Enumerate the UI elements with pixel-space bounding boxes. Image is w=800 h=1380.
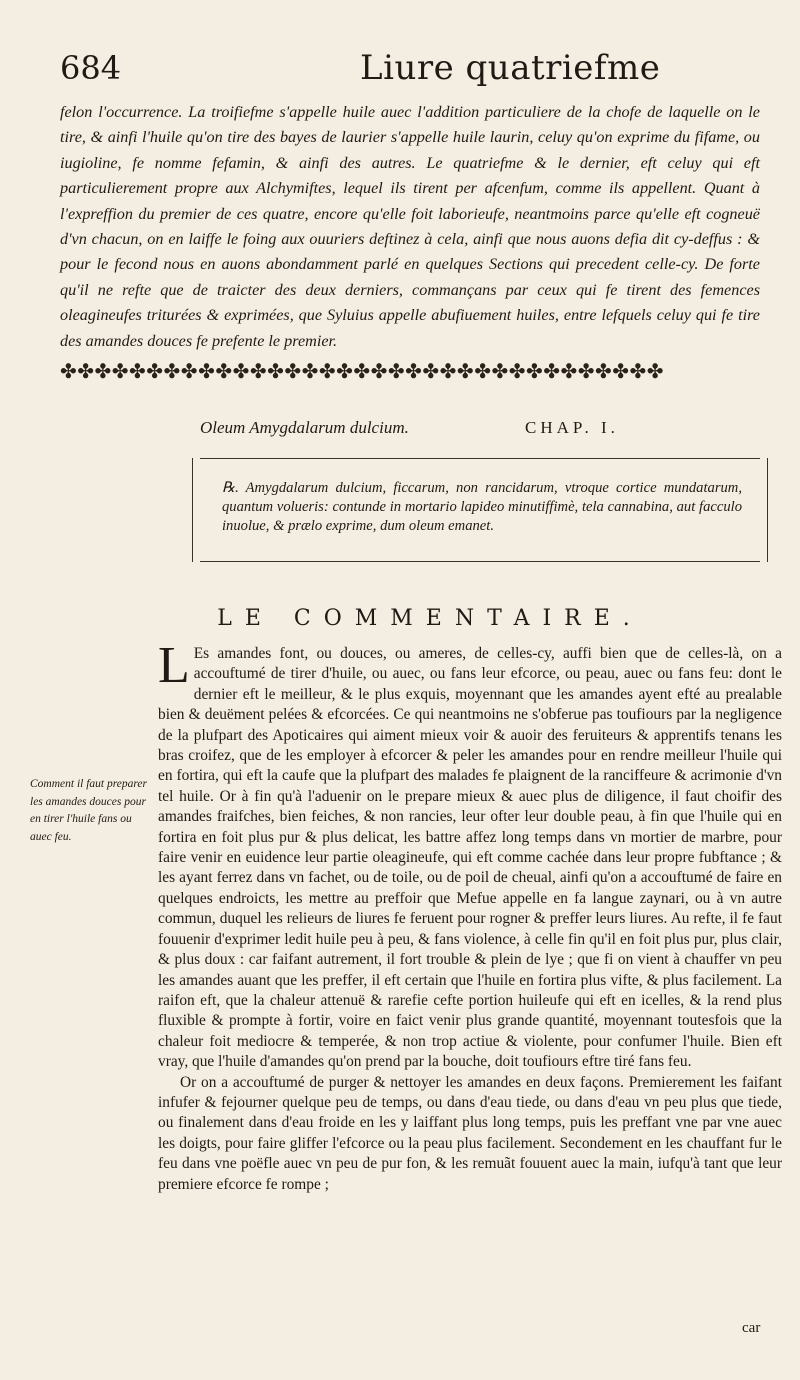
commentary-body <box>158 637 782 1195</box>
ornament-band: ✤✤✤✤✤✤✤✤✤✤✤✤✤✤✤✤✤✤✤✤✤✤✤✤✤✤✤✤✤✤✤✤✤✤✤ <box>60 360 665 382</box>
intro-paragraph <box>60 100 760 354</box>
page-header <box>30 48 790 92</box>
intro-text: felon l'occurrence. La troifiefme s'appelle huile auec l'addition particuliere de la chofe de laquelle on le tire, & ainfi l'huile qu'on tire des bayes de laurier s'appelle huile laurin, celuy qu'on exprime du fifame, ou iugioline, fe nomme fefamin, & ainfi des autres. Le quatriefme & le dernier, eft celuy qui eft particulierement propre aux Alchymiftes, lequel ils tirent per afcenfum, comme ils appellent. Quant à l'expreffion du premier de ces quatre, encore qu'elle foit laborieufe, neantmoins parce qu'elle eft cogneuë d'vn chacun, on en laiffe le foing aux ouuriers deftinez à cela, ainfi que nous auons defia dit cy-deffus : & pour le fecond nous en auons abondamment parlé en quelques Sections qui precedent celle-cy. De forte qu'il ne refte que de traicter des deux derniers, commançans par ceux qui fe tirent des femences oleagineufes triturées & exprimées, que Syluius appelle abufiuement huiles, entre lefquels celuy qui fe tire des amandes douces fe prefente le premier. <box>60 103 760 350</box>
chapter-number: CHAP. I. <box>525 418 619 437</box>
recipe-text <box>222 479 742 536</box>
chapter-title: Oleum Amygdalarum dulcium. <box>200 418 409 437</box>
commentary-paragraph-2: Or on a accouftumé de purger & nettoyer les amandes en deux façons. Premierement les faifant infufer & fejourner quelque peu de temps, ou dans d'eau tiede, ou dans d'eau vn peu plus que tiede, ou finalement dans d'eau froide en les y laiffant plus long temps, puis les preffant vne par vne auec les doigts, pour faire gliffer l'efcorce ou la peau plus facilement. Secondement en les chauffant fur le feu dans vne poëfle auec vn peu de pur fon, & les remuãt fouuent auec la main, iufqu'à tant que leur premiere efcorce fe rompe ; <box>158 1073 782 1193</box>
drop-cap: L <box>158 637 190 694</box>
running-head: Liure quatriefme <box>360 48 661 88</box>
commentary-paragraph-1-text: Es amandes font, ou douces, ou ameres, de celles-cy, auffi bien que de celles-là, on a accouftumé de tirer d'huile, ou auec, ou fans leur efcorce, ou peau, auec ou fans feu: dont le dernier eft le meilleur, & le plus exquis, moyennant que les amandes ayent efté au prealable bien & deuëment pelées & efcorcées. Ce qui neantmoins ne s'obferue pas toufiours par la negligence de la plufpart des Apoticaires qui aiment mieux voir & auoir des feruiteurs & apprentifs tenans les bras croifez, que de les employer à efcorcer & peler les amandes pour en rendre meilleur l'huile qui en fortira, qui eft la caufe que la plufpart des malades fe plaignent de la ranciffeure & acrimonie d'vn tel huile. Or à fin qu'à l'aduenir on le prepare mieux & auec plus de diligence, il faut choifir des amandes fraifches, bien feiches, & non rancies, leur ofter leur double peau, à fin que l'huile qui en fortira en foit plus pur & plus delicat, les battre affez long temps dans vn mortier de marbre, pour faire venir en euidence leur partie oleagineufe, qui eft comme cachée dans leur propre fubftance ; & les ayant ferrez dans vn fachet, ou de toile, ou de poil de cheual, ainfi qu'on a accouftumé de faire en quelques endroicts, les mettre au preffoir que Mefue appelle en fa langue zaynari, ou à vn autre commun, duquel les relieurs de liures fe feruent pour rogner & preffer leurs liures. Au refte, il fe faut fouuenir d'exprimer ledit huile peu à peu, & fans violence, à celle fin qu'il en foit plus pur, plus clair, & plus doux : car faifant autrement, il fort trouble & plein de lye ; que fi on vient à chauffer vn peu les amandes auant que les preffer, il eft certain que l'huile en fortira plus vifte, & plus facilement. La raifon eft, que la chaleur attenuë & rarefie cefte portion huileufe qui eft en icelles, & la rend plus fluxible & prompte à fortir, voire en faict venir plus grande quantité, moyennant toutesfois que la chaleur foit mediocre & temperée, & non trop actiue & violente, pour confumer l'huile. Bien eft vray, que l'huile d'amandes qu'on prend par la bouche, doit toufiours eftre tiré fans feu. <box>158 645 782 1071</box>
page-number: 684 <box>60 49 122 87</box>
recipe-paragraph: ℞. Amygdalarum dulcium, ficcarum, non rancidarum, vtroque cortice mundatarum, quantum volueris: contunde in mortario lapideo minutiffimè, tela cannabina, aut facculo inuolue, & prælo exprime, dum oleum emanet. <box>222 480 742 534</box>
chapter-heading <box>200 418 780 442</box>
catchword: car <box>742 1320 761 1336</box>
commentary-paragraph-1 <box>158 637 782 1073</box>
commentary-heading: LE COMMENTAIRE. <box>217 606 643 631</box>
recipe-box <box>200 458 760 562</box>
margin-note: Comment il faut preparer les amandes douces pour en tirer l'huile fans ou auec feu. <box>30 778 148 843</box>
